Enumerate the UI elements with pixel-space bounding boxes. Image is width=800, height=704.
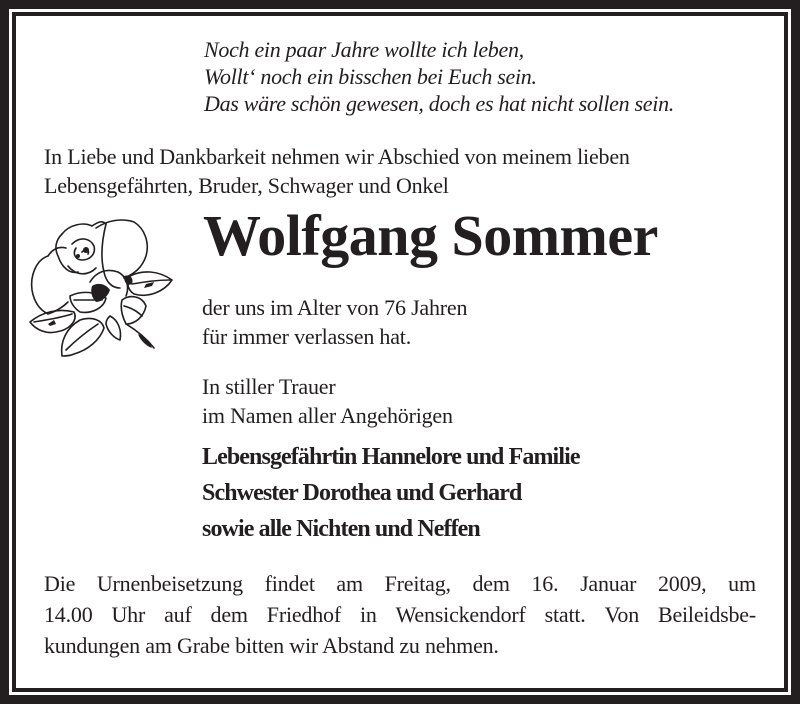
word: statt. <box>544 602 586 627</box>
mourners-list <box>202 439 580 547</box>
word: am <box>336 571 363 596</box>
mourner-line: sowie alle Nichten und Neffen <box>202 516 480 542</box>
word: dem <box>472 571 510 596</box>
rose-drawing-icon <box>26 216 180 360</box>
word: Urnenbeisetzung <box>96 571 243 596</box>
intro-line: Lebensgefährten, Bruder, Schwager und Onkel <box>44 173 449 198</box>
funeral-line-1 <box>44 568 756 599</box>
deceased-name: Wolfgang Sommer <box>203 203 658 268</box>
poem-line: Wollt‘ noch ein bisschen bei Euch sein. <box>204 64 537 89</box>
poem-line: Das wäre schön gewesen, doch es hat nicht sollen sein. <box>204 91 674 116</box>
mourner-line: Schwester Dorothea und Gerhard <box>202 480 522 506</box>
word: 16. <box>531 571 559 596</box>
mourning-statement <box>202 372 453 430</box>
word: Friedhof <box>266 602 341 627</box>
word: in <box>359 602 377 627</box>
age-line: der uns im Alter von 76 Jahren <box>202 295 468 320</box>
intro-line: In Liebe und Dankbarkeit nehmen wir Abschied von meinem lieben <box>44 144 630 169</box>
word: Beileidsbe- <box>657 602 756 627</box>
word: Von <box>604 602 640 627</box>
farewell-intro <box>44 142 630 200</box>
funeral-details <box>44 568 756 661</box>
word: dem <box>210 602 248 627</box>
mourning-line: im Namen aller Angehörigen <box>202 403 453 428</box>
age-statement <box>202 293 467 351</box>
word: Wensickendorf <box>395 602 526 627</box>
funeral-line-3: kundungen am Grabe bitten wir Abstand zu nehmen. <box>44 633 499 658</box>
word: 2009, <box>657 571 707 596</box>
poem-line: Noch ein paar Jahre wollte ich leben, <box>204 37 524 62</box>
word: Die <box>44 571 76 596</box>
word: findet <box>264 571 315 596</box>
word: Uhr <box>111 602 146 627</box>
mourner-line: Lebensgefährtin Hannelore und Familie <box>202 444 580 470</box>
word: Freitag, <box>384 571 451 596</box>
age-line: für immer verlassen hat. <box>202 324 412 349</box>
funeral-line-2 <box>44 599 756 630</box>
mourning-line: In stiller Trauer <box>202 374 336 399</box>
memorial-poem <box>204 36 674 117</box>
word: um <box>728 571 756 596</box>
word: 14.00 <box>44 602 93 627</box>
word: Januar <box>580 571 637 596</box>
word: auf <box>164 602 192 627</box>
